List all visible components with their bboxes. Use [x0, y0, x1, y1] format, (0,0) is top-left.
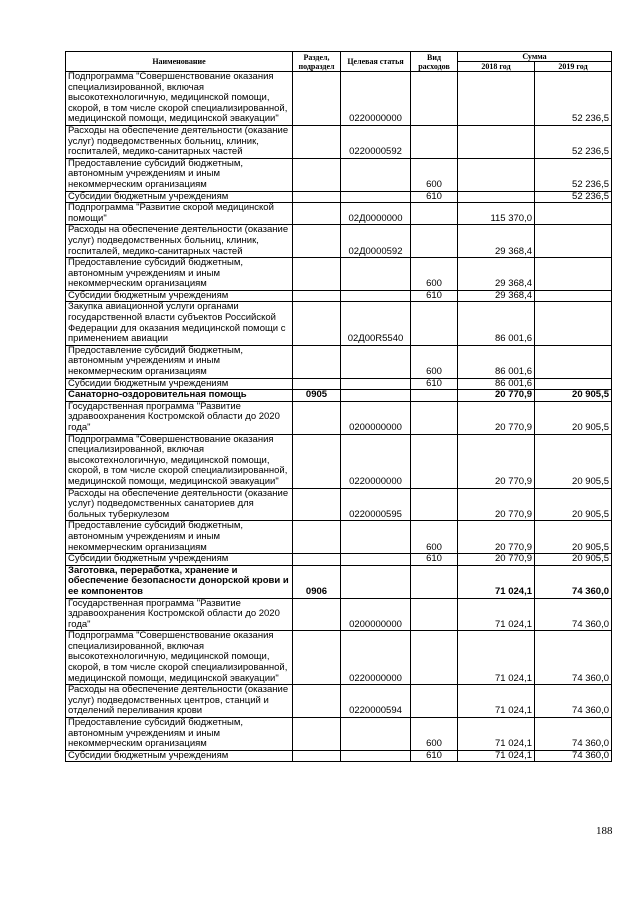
cell-section: [293, 345, 341, 378]
cell-expense-type: 610: [411, 290, 458, 302]
cell-target-code: [341, 191, 411, 203]
cell-name: Подпрограмма "Совершенствование оказания специализированной, включая высокотехнологичную, медицинской помощи, скорой, в том числе скорой специализированной, медицинской помощи, медицинской эвакуации": [66, 72, 293, 126]
cell-expense-type: [411, 302, 458, 345]
cell-section: [293, 488, 341, 521]
table-row: [66, 434, 612, 488]
cell-section: [293, 598, 341, 631]
cell-amount-2019: [535, 203, 612, 225]
cell-name: Государственная программа "Развитие здравоохранения Костромской области до 2020 года": [66, 598, 293, 631]
cell-amount-2019: 20 905,5: [535, 521, 612, 554]
table-row: [66, 191, 612, 203]
cell-amount-2018: 20 770,9: [458, 401, 535, 434]
cell-amount-2019: [535, 290, 612, 302]
header-name: Наименование: [66, 52, 293, 72]
cell-expense-type: 600: [411, 258, 458, 291]
cell-expense-type: [411, 488, 458, 521]
table-row: [66, 203, 612, 225]
cell-target-code: 02Д0000000: [341, 203, 411, 225]
cell-target-code: [341, 158, 411, 191]
table-row: [66, 158, 612, 191]
cell-amount-2018: 71 024,1: [458, 718, 535, 751]
cell-name: Санаторно-оздоровительная помощь: [66, 390, 293, 402]
header-section: Раздел, подраздел: [293, 52, 341, 72]
cell-expense-type: [411, 631, 458, 685]
cell-expense-type: 600: [411, 345, 458, 378]
header-year-2018: 2018 год: [458, 62, 535, 72]
table-row: [66, 598, 612, 631]
cell-amount-2018: 20 770,9: [458, 554, 535, 566]
cell-name: Субсидии бюджетным учреждениям: [66, 554, 293, 566]
header-target: Целевая статья: [341, 52, 411, 72]
cell-amount-2019: 74 360,0: [535, 718, 612, 751]
table-row: [66, 72, 612, 126]
cell-section: 0905: [293, 390, 341, 402]
cell-name: Субсидии бюджетным учреждениям: [66, 750, 293, 762]
cell-target-code: [341, 345, 411, 378]
page-number: 188: [596, 825, 613, 837]
cell-section: [293, 401, 341, 434]
cell-expense-type: [411, 434, 458, 488]
cell-expense-type: 610: [411, 554, 458, 566]
cell-amount-2018: [458, 72, 535, 126]
cell-section: [293, 750, 341, 762]
cell-section: [293, 258, 341, 291]
cell-name: Подпрограмма "Развитие скорой медицинской помощи": [66, 203, 293, 225]
table-row: [66, 390, 612, 402]
cell-amount-2018: [458, 158, 535, 191]
cell-amount-2019: 74 360,0: [535, 565, 612, 598]
cell-amount-2018: 20 770,9: [458, 521, 535, 554]
cell-amount-2019: 74 360,0: [535, 685, 612, 718]
cell-name: Субсидии бюджетным учреждениям: [66, 378, 293, 390]
cell-target-code: 02Д00R5540: [341, 302, 411, 345]
cell-name: Государственная программа "Развитие здравоохранения Костромской области до 2020 года": [66, 401, 293, 434]
table-row: [66, 225, 612, 258]
cell-name: Расходы на обеспечение деятельности (оказание услуг) подведомственных санаториев для больных туберкулезом: [66, 488, 293, 521]
cell-target-code: [341, 565, 411, 598]
cell-amount-2019: 52 236,5: [535, 72, 612, 126]
cell-amount-2019: 74 360,0: [535, 598, 612, 631]
cell-section: [293, 203, 341, 225]
cell-amount-2018: 71 024,1: [458, 598, 535, 631]
cell-name: Закупка авиационной услуги органами государственной власти субъектов Российской Федерации для оказания медицинской помощи с применением авиации: [66, 302, 293, 345]
cell-amount-2018: 29 368,4: [458, 225, 535, 258]
table-row: [66, 750, 612, 762]
table-row: [66, 565, 612, 598]
cell-expense-type: [411, 225, 458, 258]
cell-target-code: 0200000000: [341, 598, 411, 631]
cell-expense-type: [411, 203, 458, 225]
cell-section: [293, 685, 341, 718]
cell-target-code: [341, 378, 411, 390]
cell-amount-2018: 20 770,9: [458, 434, 535, 488]
cell-section: [293, 521, 341, 554]
cell-name: Предоставление субсидий бюджетным, автономным учреждениям и иным некоммерческим организациям: [66, 345, 293, 378]
cell-expense-type: 600: [411, 718, 458, 751]
table-row: [66, 125, 612, 158]
cell-target-code: 02Д0000592: [341, 225, 411, 258]
cell-section: [293, 302, 341, 345]
cell-expense-type: 610: [411, 378, 458, 390]
header-sum: Сумма: [458, 52, 612, 62]
cell-amount-2018: 29 368,4: [458, 290, 535, 302]
cell-section: [293, 434, 341, 488]
cell-target-code: 0220000595: [341, 488, 411, 521]
header-expense-type: Вид расходов: [411, 52, 458, 72]
cell-amount-2018: 86 001,6: [458, 345, 535, 378]
cell-target-code: 0220000592: [341, 125, 411, 158]
cell-amount-2018: [458, 191, 535, 203]
cell-section: [293, 72, 341, 126]
cell-amount-2018: 20 770,9: [458, 488, 535, 521]
cell-name: Субсидии бюджетным учреждениям: [66, 191, 293, 203]
cell-name: Предоставление субсидий бюджетным, автономным учреждениям и иным некоммерческим организациям: [66, 521, 293, 554]
cell-amount-2018: 86 001,6: [458, 378, 535, 390]
cell-target-code: 0220000000: [341, 72, 411, 126]
table-row: [66, 685, 612, 718]
table-body: [66, 72, 612, 762]
cell-section: [293, 125, 341, 158]
table-row: [66, 521, 612, 554]
cell-amount-2019: 20 905,5: [535, 390, 612, 402]
cell-name: Предоставление субсидий бюджетным, автономным учреждениям и иным некоммерческим организациям: [66, 258, 293, 291]
cell-expense-type: [411, 685, 458, 718]
cell-section: [293, 158, 341, 191]
cell-expense-type: 600: [411, 521, 458, 554]
cell-target-code: [341, 521, 411, 554]
cell-section: [293, 554, 341, 566]
cell-amount-2018: [458, 125, 535, 158]
cell-amount-2019: 52 236,5: [535, 191, 612, 203]
cell-amount-2019: [535, 345, 612, 378]
table-row: [66, 401, 612, 434]
cell-target-code: 0220000594: [341, 685, 411, 718]
cell-amount-2019: 52 236,5: [535, 125, 612, 158]
cell-amount-2018: 115 370,0: [458, 203, 535, 225]
cell-target-code: [341, 750, 411, 762]
cell-amount-2018: 71 024,1: [458, 685, 535, 718]
table-row: [66, 345, 612, 378]
cell-amount-2019: [535, 225, 612, 258]
cell-name: Заготовка, переработка, хранение и обеспечение безопасности донорской крови и ее компонентов: [66, 565, 293, 598]
cell-amount-2018: 29 368,4: [458, 258, 535, 291]
cell-section: [293, 225, 341, 258]
cell-amount-2018: 20 770,9: [458, 390, 535, 402]
cell-target-code: [341, 290, 411, 302]
cell-section: 0906: [293, 565, 341, 598]
cell-amount-2019: [535, 378, 612, 390]
cell-expense-type: 610: [411, 750, 458, 762]
cell-target-code: [341, 258, 411, 291]
cell-amount-2019: 20 905,5: [535, 554, 612, 566]
cell-expense-type: [411, 598, 458, 631]
table-row: [66, 290, 612, 302]
budget-table: [65, 51, 612, 762]
cell-amount-2019: [535, 302, 612, 345]
cell-name: Расходы на обеспечение деятельности (оказание услуг) подведомственных центров, станций и отделений переливания крови: [66, 685, 293, 718]
cell-amount-2019: 52 236,5: [535, 158, 612, 191]
cell-expense-type: [411, 565, 458, 598]
cell-amount-2019: 74 360,0: [535, 750, 612, 762]
cell-section: [293, 378, 341, 390]
table-row: [66, 378, 612, 390]
table-row: [66, 554, 612, 566]
cell-amount-2018: 71 024,1: [458, 565, 535, 598]
table-row: [66, 631, 612, 685]
cell-name: Предоставление субсидий бюджетным, автономным учреждениям и иным некоммерческим организациям: [66, 158, 293, 191]
cell-name: Субсидии бюджетным учреждениям: [66, 290, 293, 302]
table-row: [66, 718, 612, 751]
table-row: [66, 488, 612, 521]
cell-amount-2019: 20 905,5: [535, 488, 612, 521]
cell-target-code: [341, 554, 411, 566]
cell-amount-2019: [535, 258, 612, 291]
cell-expense-type: [411, 72, 458, 126]
cell-amount-2018: 71 024,1: [458, 750, 535, 762]
cell-expense-type: 610: [411, 191, 458, 203]
cell-target-code: 0220000000: [341, 631, 411, 685]
table-row: [66, 258, 612, 291]
cell-expense-type: [411, 401, 458, 434]
table-row: [66, 302, 612, 345]
cell-expense-type: [411, 125, 458, 158]
cell-expense-type: 600: [411, 158, 458, 191]
cell-name: Подпрограмма "Совершенствование оказания специализированной, включая высокотехнологичную, медицинской помощи, скорой, в том числе скорой специализированной, медицинской помощи, медицинской эвакуации": [66, 434, 293, 488]
cell-name: Предоставление субсидий бюджетным, автономным учреждениям и иным некоммерческим организациям: [66, 718, 293, 751]
cell-section: [293, 631, 341, 685]
cell-section: [293, 718, 341, 751]
cell-name: Расходы на обеспечение деятельности (оказание услуг) подведомственных больниц, клиник, госпиталей, медико-санитарных частей: [66, 125, 293, 158]
cell-amount-2018: 86 001,6: [458, 302, 535, 345]
cell-name: Подпрограмма "Совершенствование оказания специализированной, включая высокотехнологичную, медицинской помощи, скорой, в том числе скорой специализированной, медицинской помощи, медицинской эвакуации": [66, 631, 293, 685]
cell-amount-2018: 71 024,1: [458, 631, 535, 685]
cell-target-code: [341, 390, 411, 402]
header-year-2019: 2019 год: [535, 62, 612, 72]
cell-target-code: 0200000000: [341, 401, 411, 434]
cell-amount-2019: 20 905,5: [535, 401, 612, 434]
cell-section: [293, 290, 341, 302]
cell-expense-type: [411, 390, 458, 402]
cell-amount-2019: 20 905,5: [535, 434, 612, 488]
cell-name: Расходы на обеспечение деятельности (оказание услуг) подведомственных больниц, клиник, госпиталей, медико-санитарных частей: [66, 225, 293, 258]
cell-target-code: 0220000000: [341, 434, 411, 488]
cell-target-code: [341, 718, 411, 751]
cell-amount-2019: 74 360,0: [535, 631, 612, 685]
cell-section: [293, 191, 341, 203]
